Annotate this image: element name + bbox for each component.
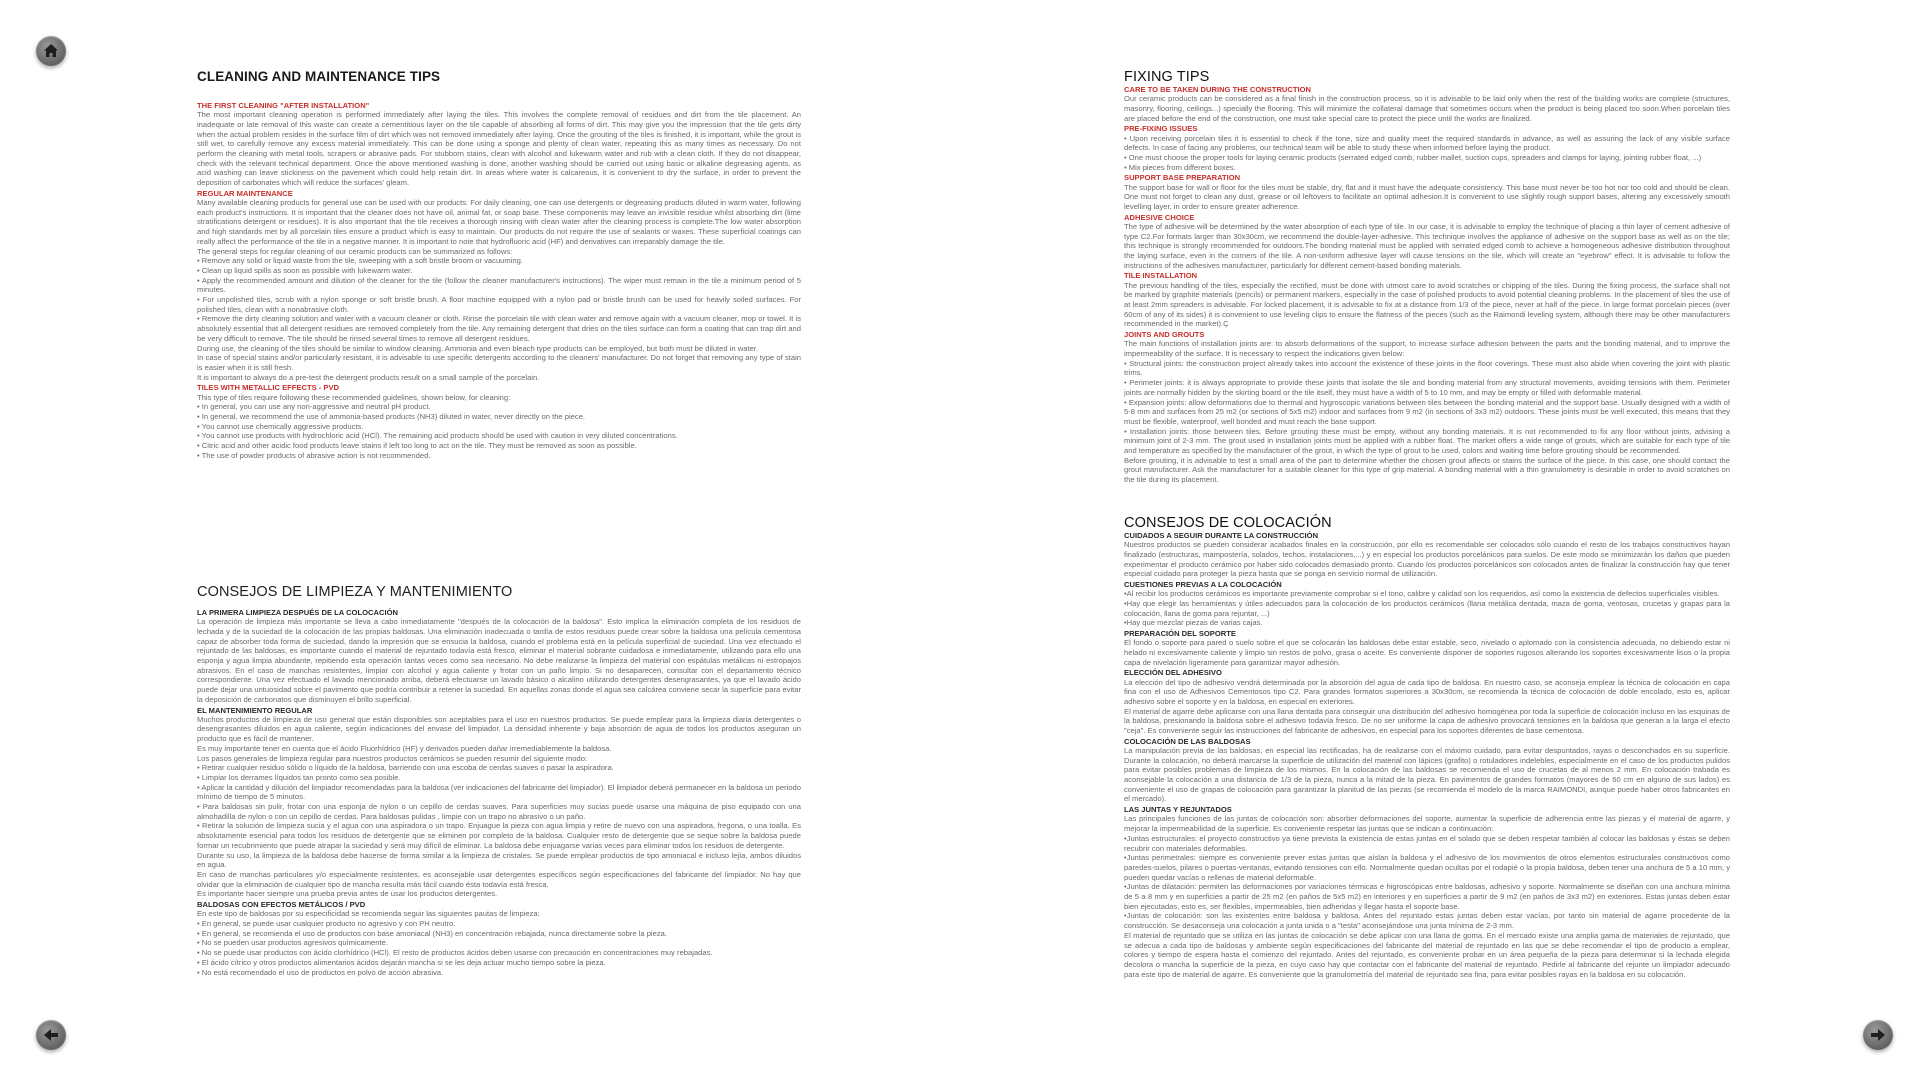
section-heading: LA PRIMERA LIMPIEZA DESPUÉS DE LA COLOCACIÓN <box>197 608 398 617</box>
section-text: Our ceramic products can be considered as a final finish in the construction process, so it is advisable to be laid only when the rest of the building works are complete (structures, masonry, flooring, ceilings...) specially the flooring. This will minimize the collateral damage that sometimes occurs when the product is being placed too soon.When porcelain tiles are placed before the end of the construction, one must take special care to protect the piece until the works are finalized. <box>1124 94 1730 123</box>
section-text: • Upon receiving porcelain tiles it is essential to check if the tone, size and quality meet the required standards in advance, as well as assuring the lack of any visible surface defects. In case of facing any problems, our technical team will be able to study these when informed before laying the product. • One must choose the proper tools for laying ceramic products (serrated edged comb, rubber mallet, suction cups, spreaders and clamps for laying, jointing rubber float, ...) • Mix pieces from different boxes. <box>1124 133 1730 172</box>
section-heading: CARE TO BE TAKEN DURING THE CONSTRUCTION <box>1124 85 1312 94</box>
section-text: Nuestros productos se pueden considerar acabados finales en la construcción, por ello es recomendable ser colocados sólo cuando el resto de los trabajos constructivos hayan finalizado (estructuras, mampostería, solados, techos, instalaciones,...) y en especial los productos porcelánicos para suelos. De este modo se minimizarán los daños que pueden experimentar el producto cerámico por haber sido colocados demasiado pronto. Cuando los productos porcelánicos son colocados antes de finalizar la construcción hay que tener especial cuidado para proteger la pieza hasta que se ponga en servicio normal de utilización. <box>1124 540 1730 579</box>
section-text: The type of adhesive will be determined by the water absorption of each type of tile. In our case, it is advisable to employ the technique of placing a thin layer of cement adhesive of type C2.For formats larger than 30x30cm, we recommend the double-layer-adhesive. This technique involves the appliance of adhesive on the support base as well as on the tile; this technique is strongly recommended for outdoors.The bonding material must be applied with serrated edged comb to achieve a homogeneous adhesive distribution throughout the laying surface, even in the corners of the tile. A non-uniform adhesive layer will cause tensions on the tile, which will create an "eyebrow" effect. It is advisable to follow the instructions of the adhesives manufacturer, particularly for different cement-based bonding materials. <box>1124 221 1730 270</box>
section-text: La elección del tipo de adhesivo vendrá determinada por la absorción del agua de cada tipo de baldosa. En nuestro caso, se aconseja emplear la técnica de colocación en capa fina con el uso de Adhesivos Cementosos tipo C2. Para grandes formatos superiores a 30x30cm, se recomienda la técnica de colocación de doble encolado, esto es, aplicar adhesivo sobre el soporte y en la baldosa, en especial en exteriores. El material de agarre debe aplicarse con una llana dentada para conseguir una distribución del adhesivo homogénea por toda la superficie de colocación incluso en las esquinas de la baldosa, presionando la baldosa sobre el adhesivo todavía fresco. De no ser uniforme la capa de adhesivo provocará tensiones en la baldosa que generan a la larga el efecto "ceja". Es conveniente seguir las instrucciones del fabricante de adhesivos, en especial para los soportes diferentes de base cementosa. <box>1124 677 1730 736</box>
fixing-tips-english <box>1124 69 1730 486</box>
section-heading: ADHESIVE CHOICE <box>1124 212 1195 222</box>
section-heading: CUIDADOS A SEGUIR DURANTE LA CONSTRUCCIÓN <box>1124 531 1319 540</box>
section-text: Las principales funciones de las juntas de colocación son: absorber deformaciones del soporte, aumentar la superficie de adherencia entre las piezas y el material de agarre, y mejorar la impermeabilidad de la superficie. Es conveniente respetar las juntas que se indican a continuación: •Juntas estructurales: el proyecto constructivo ya tiene prevista la existencia de estas juntas en el solado que se deben respetar también al colocar las baldosas y éstas se deben recubrir con materiales deformables. •Juntas perimetrales: siempre es conveniente prever estas juntas que aíslan la baldosa y el adhesivo de los movimientos de otros elementos estructurales constructivos como paredes-suelos, pilares o puertas-ventanas, evitando tensiones con ello. Normalmente quedan ocultas por el rodapié o la propia baldosa, deben tener una anchura de 5 a 10 mm, y pueden quedar vacías o rellenas de material deformable. •Juntas de dilatación: permiten las deformaciones por variaciones térmicas e higroscópicas entre baldosas, adhesivo y soporte. Normalmente se diseñan con una anchura mínima de 5 a 8 mm y en superficies a partir de 25 m2 (en paños de 5x5 m2) en interiores y en superficies a partir de 9 m2 (en paños de 3x3 m2) en exteriores. Estas juntas deben estar bien ejecutadas, esto es, ser flexibles, impermeables, bien adheridas y llegar hasta el soporte base. •Juntas de colocación: son las existentes entre baldosa y baldosa. Antes del rejuntado estas juntas deben estar vacías, por tanto sin material de agarre procedente de la construcción. Se desaconseja una colocación a junta unida o a "testa" aconsejándose una junta mínima de 2-3 mm. El material de rejuntado que se utiliza en las juntas de colocación se debe aplicar con una llana de goma. En el mercado existe una amplia gama de materiales de rejuntado, que se adecua a cada tipo de baldosas y ambiente según especificaciones del fabricante del material de rejuntado en las que se debe recomendar el tipo de producto a emplear, colores y tiempo de espera hasta el comienzo del rejuntado. Antes del rejuntado, es conveniente probar en un área pequeña de la pieza para determinar si la lechada elegida decolora o mancha la superficie de la pieza, en cuyo caso hay que contactar con el fabricante del material de rejuntado. Pedirle al fabricante del rejunte un limpiador adecuado para este tipo de material de agarre. Es conveniente que la granulometría del material de rejuntado sea fina, para evitar posibles rayas en la baldosa en su colocación. <box>1124 814 1730 979</box>
section-heading: COLOCACIÓN DE LAS BALDOSAS <box>1124 736 1251 746</box>
section-text: This type of tiles require following these recommended guidelines, shown below, for cleaning: • In general, you can use any non-aggressive and neutral pH product. • In general, we recommend the use of ammonia-based products (NH3) diluted in water, never directly on the piece. • You cannot use chemically aggressive products. • You cannot use products with hydrochloric acid (HCl). The remaining acid products should be used with caution in very diluted concentrations. • Citric acid and other acidic food products leave stains if left too long to act on the tile. They must be removed as soon as possible. • The use of powder products of abrasive action is not recommended. <box>197 392 678 460</box>
home-icon <box>42 42 60 60</box>
section-text: •Al recibir los productos cerámicos es importante previamente comprobar si el tono, calibre y calidad son los requeridos, así como la existencia de defectos superficiales visibles. •Hay que elegir las herramientas y útiles adecuados para la colocación de los productos cerámicos (llana metálica dentada, maza de goma, ventosas, crucetas y grapas para la colocación, llana de goma para rejuntar, ...) •Hay que mezclar piezas de varias cajas. <box>1124 589 1730 628</box>
section-text: El fondo o soporte para pared o suelo sobre el que se colocarán las baldosas debe estar estable, seco, nivelado o aplomado con la consistencia adecuada, no debiendo estar ni helado ni excesivamente caliente y limpio sin restos de polvo, grasa o aceite. Es conveniente disponer de soportes rugosos alterando los soportes excesivamente lisos o la propia capa de nivelación ligeramente para garantizar mayor adhesión. <box>1124 638 1730 667</box>
section-text: The support base for wall or floor for the tiles must be stable, dry, flat and it must have the adequate consistency. This base must never be too hot nor too cold and should be clean. One must not forget to clean any dust, grease or oil leftovers to facilitate an optimal adhesion.It is convenient to use slightly rough support bases, altering any excessively smooth levelling layer, in order to ensure greater adherence. <box>1124 182 1730 211</box>
page-title: CLEANING AND MAINTENANCE TIPS <box>197 69 441 84</box>
section-heading: ELECCIÓN DEL ADHESIVO <box>1124 668 1222 678</box>
section-text: Muchos productos de limpieza de uso general que están disponibles son aceptables para el uso en nuestros productos. Se puede emplear para la limpieza diaria detergentes o desengrasantes diluidos en agua caliente, según indicaciones del envase del limpiador. La densidad inherente y baja absorción de agua de todos los productos aseguran un producto que es fácil de mantener. Es muy importante tener en cuenta que el ácido Fluorhídrico (HF) y derivados pueden dañar irremediablemente la baldosa. Los pasos generales de limpieza regular para nuestros productos cerámicos se pueden resumir del siguiente modo: • Retirar cualquier residuo sólido o líquido de la baldosa, barriendo con una escoba de cerdas suaves o pasar la aspiradora. • Limpiar los derrames líquidos tan pronto como sea posible. • Aplicar la cantidad y dilución del limpiador recomendadas para la baldosa (ver indicaciones del fabricante del limpiador). El limpiador deberá permanecer en la baldosa un periodo mínimo de tiempo de 5 minutos. • Para baldosas sin pulir, frotar con una esponja de nylon o un cepillo de cerdas suaves. Para superficies muy sucias puede usarse una máquina de piso equipado con una almohadilla de nylon o con un cepillo de cerdas. Para baldosas pulidas , limpie con un trapo no abrasivo o un paño. • Retirar la solución de limpieza sucia y el agua con una aspiradora o un trapo. Enjuague la pieza con agua limpia y retire de nuevo con una aspiradora, fregona, o una toalla. Es absolutamente esencial para todos los residuos de detergente que se eliminen por completo de la baldosa. Cualquier resto de detergente que se seque sobre la baldosa puede formar un recubrimiento que puede atrapar la suciedad y será muy difícil de eliminar. La baldosa debe enjuagarse varias veces para eliminar todos los residuos de detergente. Durante su uso, la limpieza de la baldosa debe hacerse de forma similar a la limpieza de cristales. Se puede emplear productos de tipo amoniacal e incluso lejía, ambos diluidos en agua. En caso de manchas particulares y/o especialmente resistentes, es aconsejable usar detergentes específicos según especificaciones del fabricante del limpiador. No hay que olvidar que la eliminación de cualquier tipo de mancha resulta más fácil cuando ésta todavía está fresca. Es importante hacer siempre una prueba previa antes de usar los productos detergentes. <box>197 714 801 899</box>
cleaning-tips-english <box>197 69 801 462</box>
section-heading: PRE-FIXING ISSUES <box>1124 124 1198 134</box>
arrow-left-icon <box>42 1026 60 1044</box>
arrow-right-icon <box>1869 1026 1887 1044</box>
previous-page-button[interactable] <box>36 1020 66 1050</box>
home-button[interactable] <box>36 36 66 66</box>
section-text: La operación de limpieza más importante se lleva a cabo inmediatamente "después de la colocación de la baldosa". Esto implica la eliminación completa de los residuos de lechada y de la suciedad de la colocación de las propias baldosas. Una eliminación inadecuada o tardía de estos residuos puede crear sobre la baldosa una película cementosa capaz de absorber toda forma de suciedad, dando la impresión que se ensucia la baldosa, cuando el problema está en la película superficial de suciedad. Una vez efectuado el rejuntado de las baldosas, es importante cuando el material de rejuntado todavía está fresco, eliminar el material sobrante cuidadosa e inmediatamente, utilizando para ello una esponja y agua limpia abundante, repitiendo esta operación tantas veces como sea necesario. No debe realizarse la limpieza del material con espátulas metálicas ni estropajos abrasivos. En el caso de manchas resistentes, limpiar con alcohol y agua caliente y frotar con un paño limpio. Si no desaparecen, consultar con el departamento técnico correspondiente. Una vez efectuado el lavado mencionado arriba, deberá efectuarse un lavado básico o alcalino utilizando detergentes desengrasantes, ya que el lavado ácido puede dejar una untuosidad sobre el pavimento que podría contribuir a retener la suciedad. En aquellas zonas donde el agua sea calcárea conviene secar la superficie para evitar la deposición de carbonatos que disminuyen el brillo superficial. <box>197 617 801 704</box>
page-title: CONSEJOS DE LIMPIEZA Y MANTENIMIENTO <box>197 584 513 600</box>
section-heading: JOINTS AND GROUTS <box>1124 330 1205 340</box>
cleaning-tips-spanish <box>197 584 801 978</box>
next-page-button[interactable] <box>1863 1020 1893 1050</box>
section-heading: CUESTIONES PREVIAS A LA COLOCACIÓN <box>1124 580 1282 590</box>
page-title: CONSEJOS DE COLOCACIÓN <box>1124 515 1332 531</box>
section-heading: BALDOSAS CON EFECTOS METÁLICOS / PVD <box>197 900 366 910</box>
section-heading: SUPPORT BASE PREPARATION <box>1124 173 1241 183</box>
section-text: En este tipo de baldosas por su especificidad se recomienda seguir las siguientes pautas de limpieza: • En general, se puede usar cualquier producto no agresivo y con PH neutro. • En general, se recomienda el uso de productos con base amoniacal (NH3) en concentración rebajada, nunca directamente sobre la pieza. • No se pueden usar productos agresivos químicamente. • No se puede usar productos con ácido clorhídrico (HCl). El resto de productos ácidos deben usarse con precaución en concentraciones muy rebajadas. • El ácido cítrico y otros productos alimentarios ácidos dejarán mancha si se les deja actuar mucho tiempo sobre la pieza. • No está recomendado el uso de productos en polvo de acción abrasiva. <box>197 909 713 977</box>
section-text: The previous handling of the tiles, especially the rectified, must be done with utmost care to avoid scratches or chipping of the tiles. During the fixing process, the surface shall not be marked by graphite materials (pencils) or permanent markers, especially in the case of polished products to avoid potential cleaning problems. In the placement of tiles the use of at least 2mm spreaders is advisable. For locked placement, it is advisable to fix at a distance from 1/3 of the piece, never at half of the piece. In large format porcelain pieces (over 60cm of any of its sides) it is convenient to use leveling clips to ensure the flatness of the pieces (such as the Raimondi leveling system, although there may be other manufacturers recommended in the market).Ç <box>1124 280 1730 329</box>
section-text: La manipulación previa de las baldosas, en especial las rectificadas, ha de realizarse con el máximo cuidado, para evitar despuntados, rayas o desconchados en su superficie. Durante la colocación, no deberá marcarse la superficie de utilización del material con lápices (grafito) o rotuladores indelebles, especialmente en el caso de los productos pulidos para evitar posibles problemas de limpieza de los mismos. En la colocación de las baldosas se recomienda el uso de crucetas de al menos 2 mm. En colocación trabada es aconsejable la colocación a una distancia de 1/3 de la pieza, nunca a la mitad de la pieza. En pavimentos de grandes formatos (mayores de 60 cm en alguno de sus lados) es conveniente el uso de grapas de colocación para garantizar la planitud de las piezas (se recomienda el modelo de la marca RAIMONDI, aunque puede haber otros fabricantes en el mercado). <box>1124 745 1730 804</box>
section-heading: TILES WITH METALLIC EFFECTS - PVD <box>197 383 340 393</box>
section-heading: PREPARACIÓN DEL SOPORTE <box>1124 629 1236 639</box>
section-heading: EL MANTENIMIENTO REGULAR <box>197 705 313 715</box>
section-text: The most important cleaning operation is performed immediately after laying the tiles. This involves the complete removal of residues and dirt from the tile placement. An inadequate or late removal of this waste can create a cementitious layer on the tile capable of absorbing all forms of dirt. This may give you the impression that the tile gets dirty when the actual problem resides in the surface film of dirt which was not removed immediately after laying. Once the grouting of the tiles is finished, it is important, while the grout is still wet, to carefully remove any excess material immediately. This can be done using a sponge and plenty of clean water, repeating this as many times as necessary. Do not perform the cleaning with metal tools, scrapers or abrasive pads. For stubborn stains, clean with alcohol and lukewarm water and rub with a clean cloth. If they do not disappear, check with the relevant technical department. Once the above mentioned washing is done, another washing should be carried out using basic or alkaline degreasing agents, as acid washing can leave stickiness on the pavement which could help retain dirt. In areas where water is calcareous, it is convenient to dry the surface, in order to prevent the deposition of carbonates which will reduce the surfaces' gleam. <box>197 110 801 188</box>
section-text: The main functions of installation joints are: to absorb deformations of the support, to increase surface adhesion between the parts and the bonding material, and to improve the impermeability of the surface. It is necessary to respect the indications given below: • Structural joints: the construction project already takes into account the existence of these joints in the floor coverings. These must also abide when covering the joint with plastic trims. • Perimeter joints: it is always appropriate to provide these joints that isolate the tile and bonding material from any structural movements, avoiding tensions with them. Perimeter joints are normally hidden by the skirting board or the tile itself, they must have a width of 5 to 10 mm, and may be empty or filled with deformable material. • Expansion joints: allow deformations due to thermal and hygroscopic variations between tiles between the bonding material and the support base. Usually designed with a width of 5-8 mm and surfaces from 25 m2 (or sections of 5x5 m2) indoor and surfaces from 9 m2 (in sections of 3x3 m2) outdoors. These joints must be well executed, this means that they must be flexible, waterproof, well bonded and must reach the base support. • Installation joints: those between tiles. Before grouting these must be empty, without any bonding materials. It is not recommended to fix any floor without joints, advising a minimum joint of 2-3 mm. The grout used in installation joints must be applied with a rubber float. The market offers a wide range of grouts, which are suitable for each type of tile and temperature as specified by the manufacturer of the grout, in which the type of grout to be used, colors and waiting time before grouting should be recommended. Before grouting, it is advisable to test a small area of the part to determine whether the chosen grout affects or stains the surface of the piece. In this case, one should contact the grout manufacturer. Ask the manufacturer for a suitable cleaner for this type of grip material. A bonding material with a thin granulometry is desirable in order to avoid scratches on the tile during its placement. <box>1124 339 1730 485</box>
section-heading: LAS JUNTAS Y REJUNTADOS <box>1124 805 1232 815</box>
fixing-tips-spanish <box>1124 515 1730 980</box>
section-text: Many available cleaning products for general use can be used with our products. For daily cleaning, one can use detergents or degreasing products diluted in warm water, following each product's instructions. It is important that the cleaner does not have oil, animal fat, or soap base. These components may leave an invisible residue whilst absorbing dirt (lime stratifications detergent or residues). It is also important that the tile receives a thorough rinsing with clean water after the cleaning process is complete.The low water absorption and high standards met by all porcelain tiles ensure a product which is easy to maintain. Our products do not require the use of sealants or waxes. These superficial coatings can really affect the performance of the tile in a negative manner. It is important to note that hydrofluoric acid (HF) and derivatives can irreparably damage the tile. The general steps for regular cleaning of our ceramic products can be summarized as follows: • Remove any solid or liquid waste from the tile, sweeping with a soft bristle broom or vacuuming. • Clean up liquid spills as soon as possible with lukewarm water. • Apply the recommended amount and dilution of the cleaner for the tile (follow the cleaner manufacturer's instructions). The wiper must remain in the tile a minimum period of 5 minutes. • For unpolished tiles, scrub with a nylon sponge or soft bristle brush. A floor machine equipped with a nylon pad or bristle brush can be used for heavily soiled surfaces. For polished tiles, clean with a nonabrasive cloth. • Remove the dirty cleaning solution and water with a vacuum cleaner or cloth. Rinse the porcelain tile with clean water and remove again with a vacuum cleaner, mop or towel. It is absolutely essential that all detergent residues are removed completely from the tile. Any remaining detergent that dries on the tiles surface can form a coating that can trap dirt and be very difficult to remove. The tile should be rinsed several times to remove all detergent residues. During use, the cleaning of the tiles should be similar to window cleaning. Ammonia and even bleach type products can be employed, but both must be diluted in water. In case of special stains and/or particularly resistant, it is advisable to use specific detergents according to the cleaners' manufacturer. Do not forget that removing any type of stain is easier when it is still fresh. It is important to always do a pre-test the detergent products result on a small sample of the porcelain. <box>197 198 801 382</box>
section-heading: TILE INSTALLATION <box>1124 271 1198 281</box>
section-heading: THE FIRST CLEANING "AFTER INSTALLATION" <box>197 101 370 110</box>
section-heading: REGULAR MAINTENANCE <box>197 188 293 198</box>
page-title: FIXING TIPS <box>1124 69 1210 85</box>
